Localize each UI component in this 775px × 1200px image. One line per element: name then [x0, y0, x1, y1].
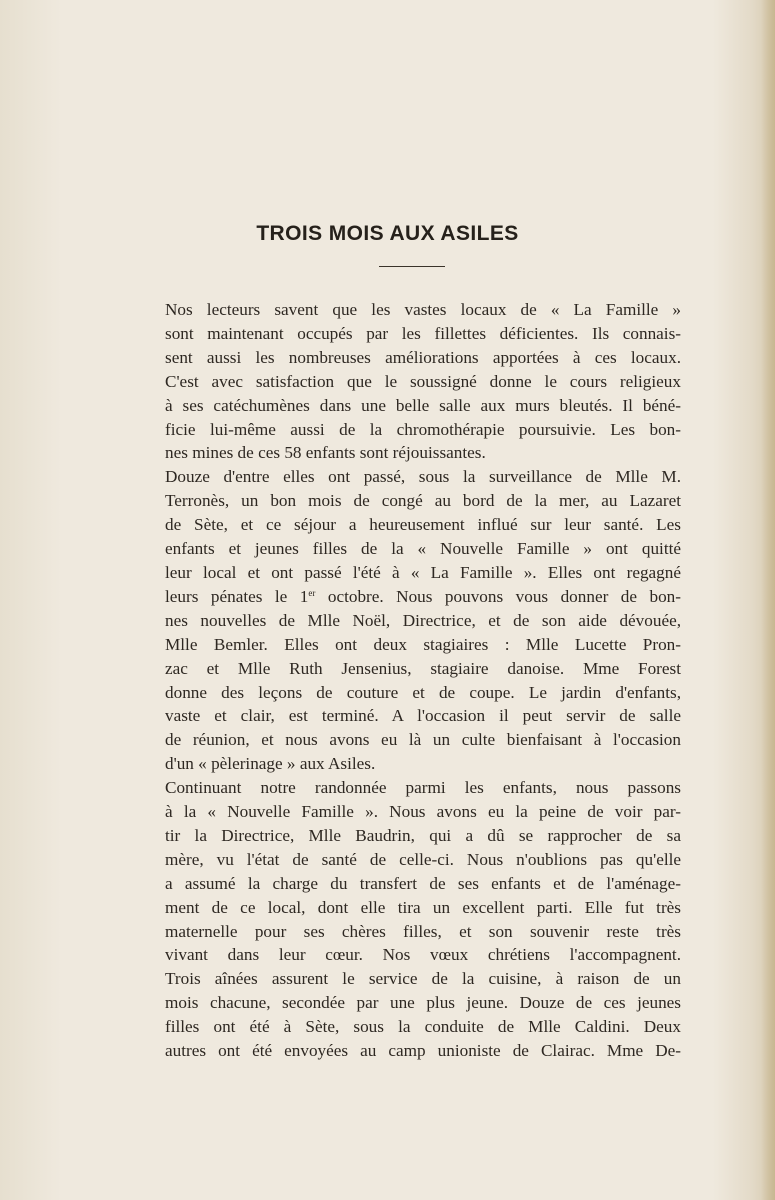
text-line: mère, vu l'état de santé de celle-ci. Nous n'oublions pas qu'elle: [165, 849, 681, 869]
text-line: autres ont été envoyées au camp unioniste de Clairac. Mme De-: [165, 1041, 681, 1061]
text-line: ment de ce local, dont elle tira un excellent parti. Elle fut très: [165, 897, 681, 917]
text-line: de Sète, et ce séjour a heureusement influé sur leur santé. Les: [165, 515, 681, 535]
title-divider: [379, 266, 445, 267]
article-title: TROIS MOIS AUX ASILES: [256, 222, 519, 245]
paper-edge: [761, 0, 775, 1200]
text-line: sent aussi les nombreuses améliorations apportées à ces locaux.: [165, 347, 681, 367]
text-line: Continuant notre randonnée parmi les enfants, nous passons: [165, 778, 681, 798]
text-line: C'est avec satisfaction que le soussigné donne le cours religieux: [165, 371, 681, 391]
text-line: Douze d'entre elles ont passé, sous la surveillance de Mlle M.: [165, 467, 681, 487]
text-line: Nos lecteurs savent que les vastes locaux de « La Famille »: [165, 300, 681, 319]
text-line: vivant dans leur cœur. Nos vœux chrétiens l'accompagnent.: [165, 945, 681, 965]
text-line: sont maintenant occupés par les fillettes déficientes. Ils connais-: [165, 323, 681, 343]
paragraph: [143, 298, 681, 465]
text-line: Terronès, un bon mois de congé au bord de la mer, au Lazaret: [165, 491, 681, 511]
article-body: [143, 298, 681, 1063]
text-line: Mlle Bemler. Elles ont deux stagiaires : Mlle Lucette Pron-: [165, 634, 681, 654]
text-line: nes mines de ces 58 enfants sont réjouissantes.: [165, 443, 486, 463]
paragraph: [143, 465, 681, 776]
text-line: leur local et ont passé l'été à « La Famille ». Elles ont regagné: [165, 562, 681, 582]
text-line: enfants et jeunes filles de la « Nouvelle Famille » ont quitté: [165, 539, 681, 559]
text-line: de réunion, et nous avons eu là un culte bienfaisant à l'occasion: [165, 730, 681, 750]
text-line: ficie lui-même aussi de la chromothérapie poursuivie. Les bon-: [165, 419, 681, 439]
text-line: leurs pénates le 1er octobre. Nous pouvons vous donner de bon-: [165, 586, 681, 606]
paragraph: [143, 776, 681, 1063]
text-line: mois chacune, secondée par une plus jeune. Douze de ces jeunes: [165, 993, 681, 1013]
text-line: à la « Nouvelle Famille ». Nous avons eu la peine de voir par-: [165, 802, 681, 822]
text-line: zac et Mlle Ruth Jensenius, stagiaire danoise. Mme Forest: [165, 658, 681, 678]
text-line: d'un « pèlerinage » aux Asiles.: [165, 754, 376, 774]
text-line: Trois aînées assurent le service de la cuisine, à raison de un: [165, 969, 681, 989]
text-line: à ses catéchumènes dans une belle salle aux murs bleutés. Il béné-: [165, 395, 681, 415]
text-line: nes nouvelles de Mlle Noël, Directrice, et de son aide dévouée,: [165, 610, 681, 630]
text-line: vaste et clair, est terminé. A l'occasion il peut servir de salle: [165, 706, 681, 726]
text-line: a assumé la charge du transfert de ses enfants et de l'aménage-: [165, 873, 681, 893]
text-line: maternelle pour ses chères filles, et son souvenir reste très: [165, 921, 681, 941]
text-line: donne des leçons de couture et de coupe. Le jardin d'enfants,: [165, 682, 681, 702]
text-line: tir la Directrice, Mlle Baudrin, qui a dû se rapprocher de sa: [165, 825, 681, 845]
text-line: filles ont été à Sète, sous la conduite de Mlle Caldini. Deux: [165, 1017, 681, 1037]
